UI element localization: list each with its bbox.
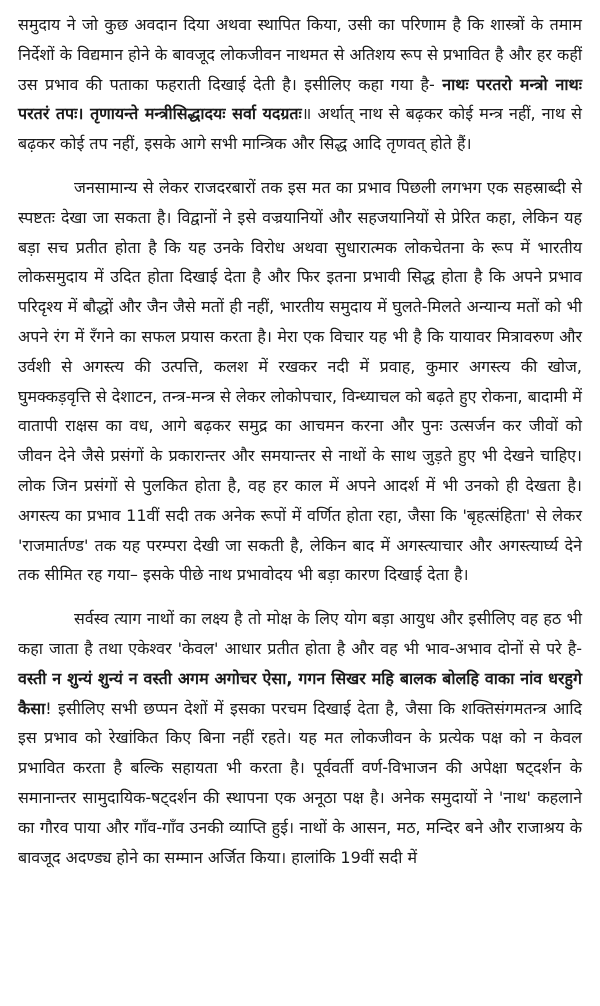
paragraph-2 — [18, 173, 582, 590]
paragraph-3-text-a: सर्वस्व त्याग नाथों का लक्ष्य है तो मोक्ष के लिए योग बड़ा आयुध और इसीलिए वह हठ भी कहा जाता है तथा एकेश्वर 'केवल' आधार प्रतीत होता है और वह भी भाव-अभाव दोनों से परे है- — [18, 609, 582, 658]
paragraph-1-text-a: समुदाय ने जो कुछ अवदान दिया अथवा स्थापित किया, उसी का परिणाम है कि शास्त्रों के तमाम निर्देशों के विद्यमान होने के बावजूद लोकजीवन नाथमत से अतिशय रूप से प्रभावित है और हर कहीं उस प्रभाव की पताका फहराती दिखाई देती है। इसीलिए कहा गया है- — [18, 15, 582, 94]
paragraph-1 — [18, 10, 582, 159]
paragraph-3 — [18, 604, 582, 872]
paragraph-3-text-b: ! इसीलिए सभी छप्पन देशों में इसका परचम दिखाई देता है, जैसा कि शक्तिसंगमतन्त्र आदि इस प्रभाव को रेखांकित किए बिना नहीं रहते। यह मत लोकजीवन के प्रत्येक पक्ष को न केवल प्रभावित करता है बल्कि सहायता भी करता है। पूर्ववर्ती वर्ण-विभाजन की अपेक्षा षट्दर्शन के समानान्तर सामुदायिक-षट्दर्शन की स्थापना एक अनूठा पक्ष है। अनेक समुदायों ने 'नाथ' कहलाने का गौरव पाया और गाँव-गाँव उनकी व्याप्ति हुई। नाथों के आसन, मठ, मन्दिर बने और राजाश्रय के बावजूद अदण्ड्य होने का सम्मान अर्जित किया। हालांकि 19वीं सदी में — [18, 698, 582, 867]
paragraph-1-text-b: ॥ अर्थात् नाथ से बढ़कर कोई मन्त्र नहीं, नाथ से बढ़कर कोई तप नहीं, इसके आगे सभी मान्त्रिक और सिद्ध आदि तृणवत् होते हैं। — [18, 104, 583, 154]
paragraph-2-text: जनसामान्य से लेकर राजदरबारों तक इस मत का प्रभाव पिछली लगभग एक सहस्राब्दी से स्पष्टतः देखा जा सकता है। विद्वानों ने इसे वज्रयानियों और सहजयानियों से प्रेरित कहा, लेकिन यह बड़ा सच प्रतीत होता है कि यह उनके विरोध अथवा सुधारात्मक लोकचेतना के रूप में भारतीय लोकसमुदाय में उदित होता दिखाई देता है और फिर इतना प्रभावी सिद्ध होता है कि अपने प्रभाव परिदृश्य में बौद्धों और जैन जैसे मतों ही नहीं, भारतीय समुदाय में घुलते-मिलते अन्यान्य मतों को भी अपने रंग में रँगने का सफल प्रयास करता है। मेरा एक विचार यह भी है कि यायावर मित्रावरुण और उर्वशी से अगस्त्य की उत्पत्ति, कलश में रखकर नदी में प्रवाह, कुमार अगस्त्य की खोज, घुमक्कड़वृत्ति से देशाटन, तन्त्र-मन्त्र से लेकर लोकोपचार, विन्ध्याचल को बढ़ते हुए रोकना, बादामी में वातापी राक्षस का वध, आगे बढ़कर समुद्र का आचमन करना और पुनः उत्सर्जन कर जीवों को जीवन देने जैसे प्रसंगों के प्रकारान्तर और समयान्तर से नाथों के साथ जुड़ते हुए भी देखने चाहिए। लोक जिन प्रसंगों से पुलकित होता है, वह हर काल में अपने आदर्श में भी उनको ही देखता है। अगस्त्य का प्रभाव 11वीं सदी तक अनेक रूपों में वर्णित होता रहा, जैसा कि 'बृहत्संहिता' से लेकर 'राजमार्तण्ड' तक यह परम्परा देखी जा सकती है, लेकिन बाद में अगस्त्याचार और अगस्त्यार्घ्य देने तक सीमित रह गया– इसके पीछे नाथ प्रभावोदय भी बड़ा कारण दिखाई देता है। — [18, 177, 582, 585]
paragraph-3-verse: वस्ती न शुन्यं शुन्यं न वस्ती अगम अगोचर ऐसा, गगन सिखर महि बालक बोलहि वाका नांव धरहुगे कैसा — [18, 668, 582, 718]
paragraph-1-verse: नाथः परतरो मन्त्रो नाथः परतरं तपः। तृणायन्ते मन्त्रीसिद्धादयः सर्वा यदग्रतः — [18, 74, 583, 124]
